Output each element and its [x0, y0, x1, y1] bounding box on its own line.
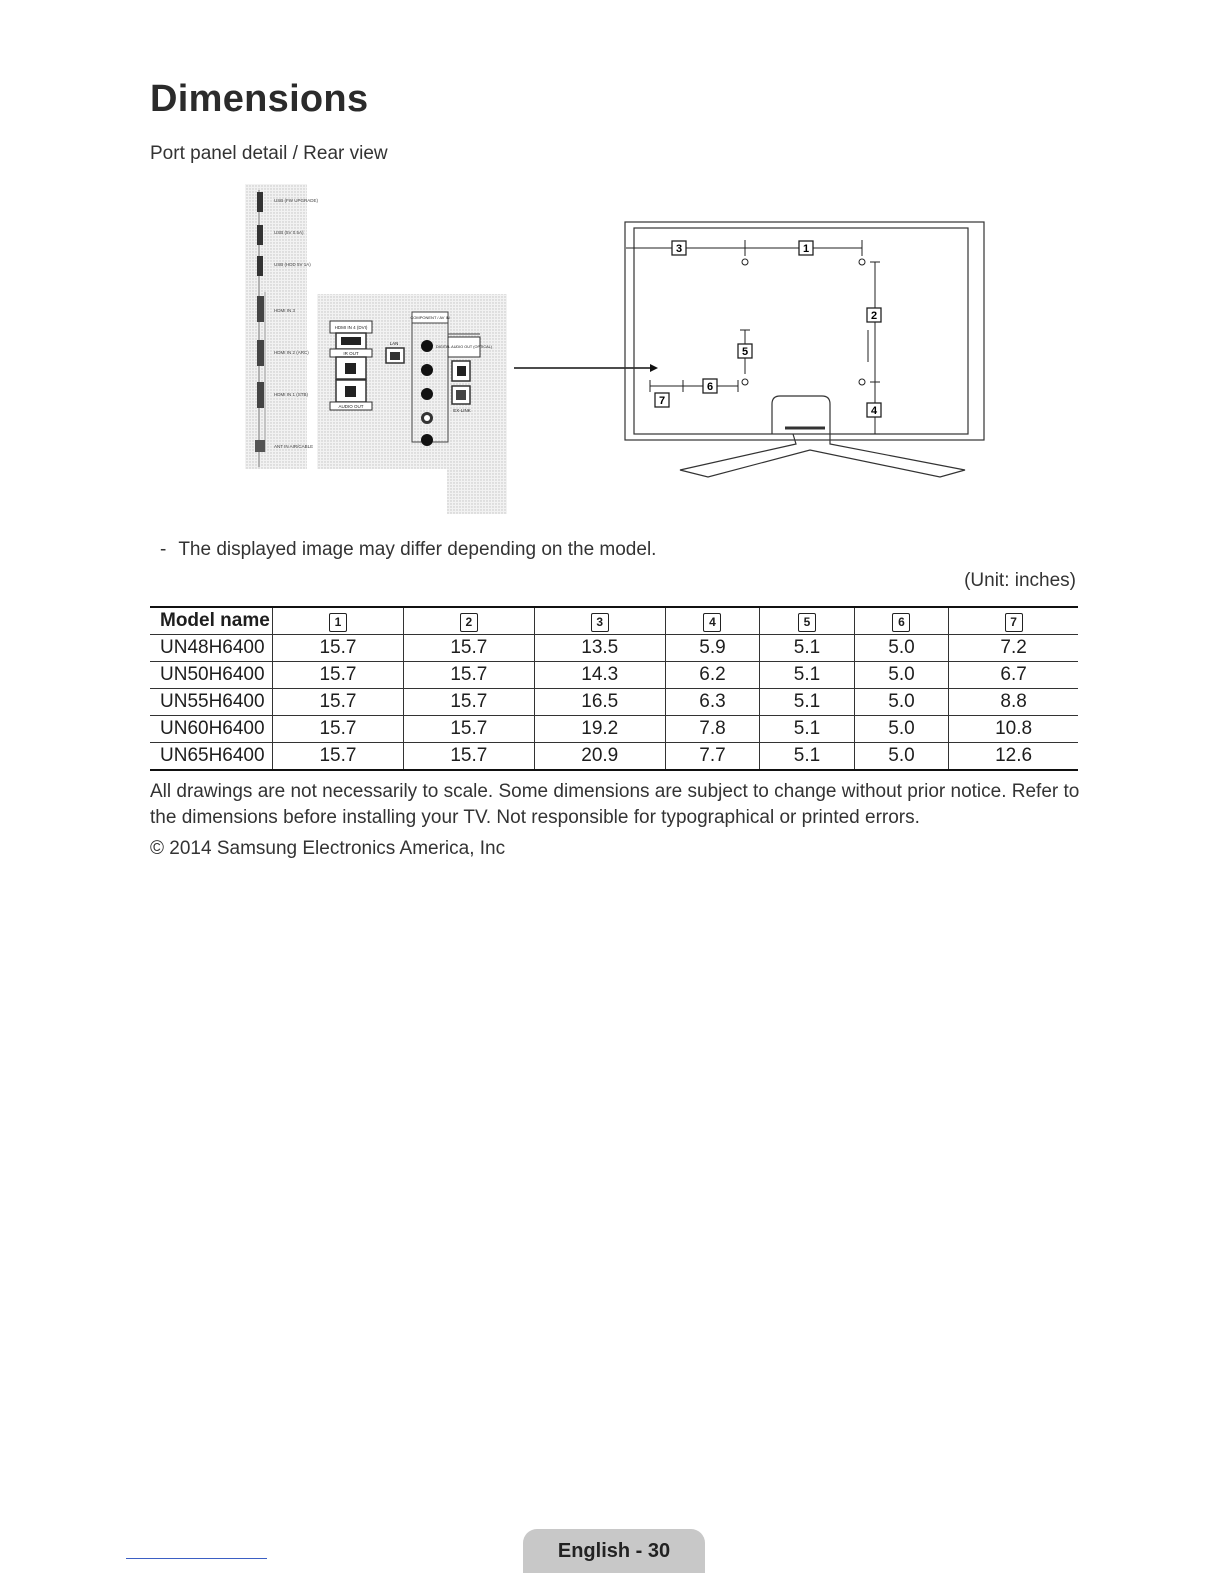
callout-badge: 7 — [1005, 613, 1023, 632]
table-cell: 14.3 — [534, 662, 665, 689]
table-cell: 6.7 — [949, 662, 1078, 689]
table-cell: 19.2 — [534, 716, 665, 743]
model-cell: UN65H6400 — [150, 743, 273, 771]
table-cell: 15.7 — [403, 635, 534, 662]
dimension-callouts — [655, 241, 881, 417]
side-port-label: HDMI IN 3 — [274, 308, 296, 313]
table-cell: 16.5 — [534, 689, 665, 716]
side-port-label: USB (FW UPGRADE) — [274, 198, 319, 203]
callout-1: 1 — [802, 243, 810, 255]
table-row — [150, 635, 1078, 662]
model-cell: UN55H6400 — [150, 689, 273, 716]
table-cell: 15.7 — [273, 662, 404, 689]
table-cell: 7.8 — [665, 716, 760, 743]
table-cell: 5.0 — [854, 743, 949, 771]
callout-badge: 4 — [703, 613, 721, 632]
model-cell: UN50H6400 — [150, 662, 273, 689]
column-header-model: Model name — [150, 607, 273, 635]
table-cell: 5.1 — [760, 689, 855, 716]
side-port-label: USB (5V 0.5A) — [274, 230, 304, 235]
column-header — [854, 607, 949, 635]
dimensions-table — [150, 606, 1078, 771]
rear-port-panel — [317, 294, 507, 514]
rear-port-label: LAN — [389, 341, 399, 346]
model-note-text: The displayed image may differ depending on the model. — [178, 539, 657, 560]
note-dash: - — [160, 539, 167, 560]
table-cell: 15.7 — [273, 743, 404, 771]
table-cell: 5.1 — [760, 716, 855, 743]
page-title: Dimensions — [150, 78, 369, 120]
bottom-rule — [126, 1558, 267, 1559]
rear-port-label: COMPONENT / AV IN — [410, 315, 450, 320]
column-header — [760, 607, 855, 635]
table-cell: 13.5 — [534, 635, 665, 662]
table-cell: 12.6 — [949, 743, 1078, 771]
table-cell: 15.7 — [273, 635, 404, 662]
callout-badge: 1 — [329, 613, 347, 632]
side-port-label: HDMI IN 1 (STB) — [274, 392, 309, 397]
rear-port-label: AUDIO OUT — [338, 404, 364, 409]
callout-3: 3 — [675, 243, 683, 255]
table-header-row — [150, 607, 1078, 635]
side-port-label: ANT IN AIR/CABLE — [274, 444, 314, 449]
table-cell: 15.7 — [273, 716, 404, 743]
figure-subtitle: Port panel detail / Rear view — [150, 143, 388, 164]
callout-4: 4 — [870, 405, 878, 417]
table-cell: 15.7 — [403, 743, 534, 771]
table-cell: 5.0 — [854, 662, 949, 689]
callout-badge: 3 — [591, 613, 609, 632]
column-header — [665, 607, 760, 635]
table-cell: 20.9 — [534, 743, 665, 771]
rear-port-label: DIGITAL AUDIO OUT (OPTICAL) — [435, 345, 493, 349]
rear-port-label: IR OUT — [343, 351, 359, 356]
pointer-arrow — [514, 364, 658, 372]
page-number-tab: English - 30 — [523, 1529, 705, 1573]
side-port-label: HDMI IN 2 (ARC) — [274, 350, 309, 355]
column-header — [534, 607, 665, 635]
table-cell: 7.7 — [665, 743, 760, 771]
table-cell: 7.2 — [949, 635, 1078, 662]
unit-label: (Unit: inches) — [964, 570, 1076, 591]
callout-badge: 2 — [460, 613, 478, 632]
table-cell: 6.3 — [665, 689, 760, 716]
column-header — [273, 607, 404, 635]
side-port-label: USB (HDD 5V 1A) — [274, 262, 311, 267]
table-cell: 10.8 — [949, 716, 1078, 743]
table-row — [150, 689, 1078, 716]
callout-badge: 6 — [892, 613, 910, 632]
rear-view-figure — [240, 182, 1000, 522]
table-row — [150, 743, 1078, 771]
table-cell: 6.2 — [665, 662, 760, 689]
column-header — [403, 607, 534, 635]
table-cell: 8.8 — [949, 689, 1078, 716]
table-row — [150, 716, 1078, 743]
table-cell: 5.0 — [854, 689, 949, 716]
callout-badge: 5 — [798, 613, 816, 632]
model-cell: UN48H6400 — [150, 635, 273, 662]
table-cell: 15.7 — [403, 716, 534, 743]
rear-port-label: HDMI IN 4 (DVI) — [334, 325, 368, 330]
tv-rear-outline — [625, 222, 984, 477]
model-note — [160, 539, 656, 561]
table-cell: 15.7 — [403, 689, 534, 716]
callout-5: 5 — [741, 346, 749, 358]
model-cell: UN60H6400 — [150, 716, 273, 743]
table-cell: 5.1 — [760, 662, 855, 689]
column-header — [949, 607, 1078, 635]
callout-2: 2 — [870, 310, 878, 322]
table-cell: 5.1 — [760, 635, 855, 662]
side-port-panel — [245, 184, 319, 469]
table-cell: 5.9 — [665, 635, 760, 662]
callout-7: 7 — [658, 395, 666, 407]
table-cell: 5.0 — [854, 635, 949, 662]
table-cell: 15.7 — [273, 689, 404, 716]
callout-6: 6 — [706, 381, 714, 393]
copyright-text: © 2014 Samsung Electronics America, Inc — [150, 838, 506, 859]
rear-port-label: EX-LINK — [453, 408, 471, 413]
table-row — [150, 662, 1078, 689]
table-cell: 15.7 — [403, 662, 534, 689]
table-cell: 5.0 — [854, 716, 949, 743]
disclaimer-text: All drawings are not necessarily to scale. Some dimensions are subject to change without prior notice. Refer to the dimensions before installing your TV. Not responsible for typographical or printed errors. — [150, 781, 1080, 828]
table-cell: 5.1 — [760, 743, 855, 771]
